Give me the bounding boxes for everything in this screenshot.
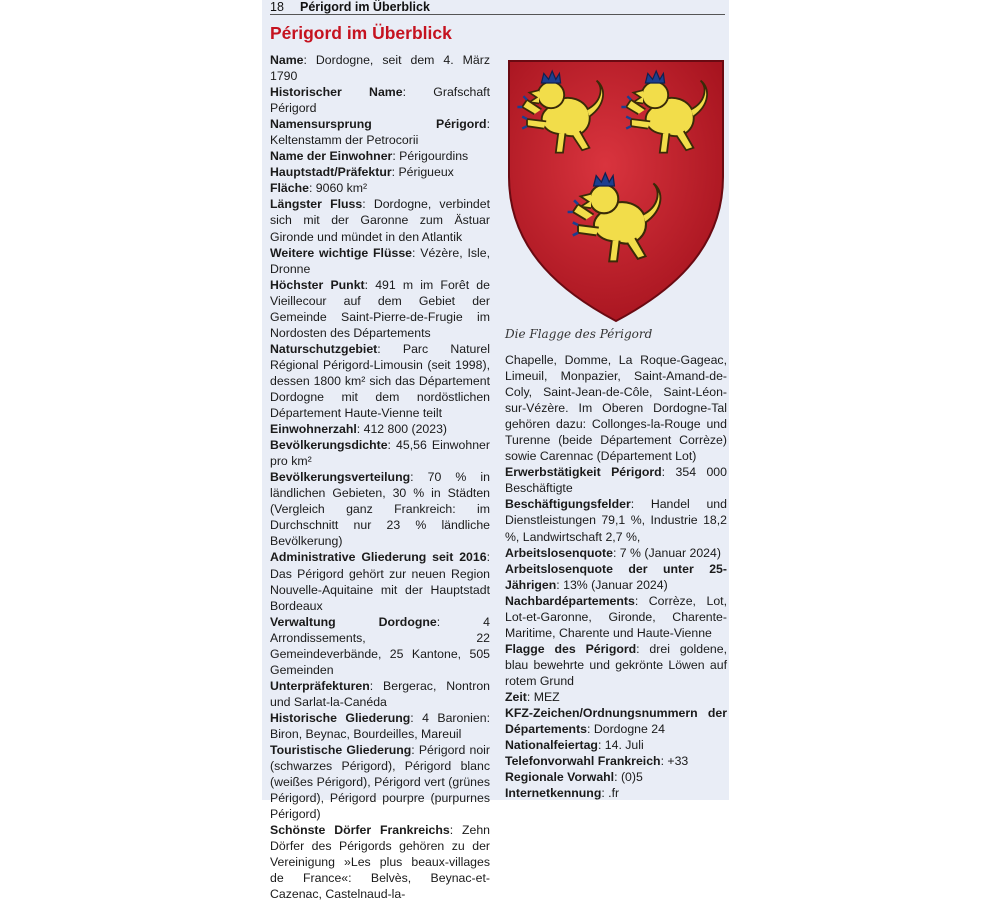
fact-label: Telefonvorwahl Frankreich [505, 754, 661, 769]
fact-value: : Handel und Dienstleistungen 79,1 %, Industrie 18,2 %, Landwirtschaft 2,7 %, [505, 497, 727, 544]
fact-label: Historische Gliederung [270, 710, 411, 725]
fact-entry [270, 822, 490, 902]
fact-entry [270, 710, 490, 742]
fact-value: : (0)5 [614, 770, 643, 785]
fact-label: Zeit [505, 689, 527, 704]
fact-label: Arbeitslosenquote [505, 545, 613, 560]
fact-entry [270, 116, 490, 148]
fact-entry [505, 561, 727, 593]
fact-value: : Dordogne, verbindet sich mit der Garonne zum Ästuar Gironde und mündet in den Atlantik [270, 197, 491, 244]
fact-value: : Dordogne 24 [587, 722, 665, 737]
right-column [505, 352, 727, 801]
fact-label: Nationalfeiertag [505, 738, 598, 753]
fact-value: : Vézère, Isle, Dronne [270, 245, 490, 276]
fact-label: Name [270, 53, 304, 67]
fact-value: : Périgord noir (schwarzes Périgord), Périgord blanc (weißes Périgord), Périgord vert (grünes Périgord), Périgord pourpre (purpurnes Périgord) [270, 743, 491, 822]
fact-entry [505, 464, 727, 496]
page-number: 18 [270, 0, 284, 14]
fact-value: : 9060 km² [308, 181, 368, 196]
fact-value: : 70 % in ländlichen Gebieten, 30 % in Städten (Vergleich ganz Frankreich: im Durchschnitt nur 23 % ländliche Bevölkerung) [270, 470, 490, 549]
running-title: Périgord im Überblick [300, 0, 430, 14]
fact-label: Bevölkerungsdichte [270, 438, 388, 453]
fact-value: : +33 [660, 754, 689, 769]
fact-label: Namensursprung Périgord [270, 117, 487, 132]
fact-value: : Corrèze, Lot, Lot-et-Garonne, Gironde, Charente-Maritime, Charente und Haute-Vienne [505, 593, 727, 640]
fact-label: Regionale Vorwahl [505, 770, 615, 785]
fact-value: : Bergerac, Nontron und Sarlat-la-Canéda [270, 678, 490, 709]
fact-entry [270, 341, 490, 421]
fact-value: : 14. Juli [597, 738, 644, 753]
fact-entry [270, 614, 490, 678]
fact-value: : drei goldene, blau bewehrte und gekrönte Löwen auf rotem Grund [505, 641, 727, 688]
fact-entry [505, 641, 727, 689]
fact-entry [270, 549, 490, 613]
fact-entry [270, 437, 490, 469]
fact-label: Touristische Gliederung [270, 743, 412, 758]
fact-value: : 7 % (Januar 2024) [612, 545, 721, 560]
fact-value: : Périgueux [391, 165, 454, 180]
fact-entry [270, 245, 490, 277]
fact-value: : Das Périgord gehört zur neuen Region Nouvelle-Aquitaine mit der Hauptstadt Bordeaux [270, 550, 490, 613]
fact-entry [270, 148, 490, 164]
fact-value: : 13% (Januar 2024) [556, 577, 668, 592]
fact-value: : Parc Naturel Régional Périgord-Limousin (seit 1998), dessen 1800 km² sich das Département Dordogne mit dem nordöstlichen Département Haute-Vienne teilt [270, 341, 490, 421]
continued-text: Chapelle, Domme, La Roque-Gageac, Limeuil, Monpazier, Saint-Amand-de-Coly, Saint-Jean-de-Côle, Saint-Léon-sur-Vézère. Im Oberen Dordogne-Tal gehören dazu: Collonges-la-Rouge und Turenne (beide Département Corrèze) sowie Carennac (Département Lot) [505, 353, 727, 464]
figure-caption: Die Flagge des Périgord [505, 327, 653, 341]
fact-value: : Keltenstamm der Petrocorii [270, 117, 490, 148]
book-page [262, 0, 729, 902]
fact-label: Arbeitslosenquote der unter 25-Jährigen [505, 561, 727, 592]
fact-value: : Périgourdins [392, 149, 469, 164]
fact-entry [505, 545, 727, 561]
left-column [270, 52, 490, 902]
fact-entry [270, 678, 490, 710]
fact-label: Erwerbstätigkeit Périgord [505, 465, 662, 480]
fact-label: Naturschutzgebiet [270, 341, 378, 356]
fact-entry [270, 84, 490, 116]
fact-label: Verwaltung Dordogne [270, 614, 437, 629]
fact-label: Beschäftigungsfelder [505, 497, 631, 512]
fact-label: Historischer Name [270, 85, 403, 100]
fact-value: : Zehn Dörfer des Périgords gehören zu der Vereinigung »Les plus beaux-villages de France«: Belvès, Beynac-et-Cazenac, Castelnaud-la- [270, 823, 490, 902]
perigord-flag-image [505, 57, 727, 325]
fact-label: Unterpräfekturen [270, 678, 370, 693]
fact-entry [270, 180, 490, 196]
fact-label: Fläche [270, 181, 309, 196]
fact-entry [505, 705, 727, 737]
fact-value: : 4 Baronien: Biron, Beynac, Bourdeilles, Mareuil [270, 710, 491, 741]
fact-value: : Grafschaft Périgord [270, 85, 491, 116]
fact-label: Name der Einwohner [270, 149, 393, 164]
fact-entry [505, 496, 727, 544]
fact-entry [505, 593, 727, 641]
right-column-entries [505, 464, 727, 801]
fact-label: Bevölkerungsverteilung [270, 470, 411, 485]
fact-label: Hauptstadt/Präfektur [270, 165, 392, 180]
fact-label: Einwohnerzahl [270, 422, 357, 437]
fact-entry [270, 52, 490, 84]
fact-label: Flagge des Périgord [505, 641, 637, 656]
fact-entry [505, 737, 727, 753]
fact-label: KFZ-Zeichen/Ordnungsnummern der Départements [505, 706, 727, 737]
fact-label: Administrative Gliederung seit 2016 [270, 550, 487, 565]
fact-label: Längster Fluss [270, 197, 363, 212]
fact-value: : .fr [601, 786, 620, 801]
fact-value: : Dordogne, seit dem 4. März 1790 [270, 53, 490, 84]
fact-value: : 354 000 Beschäftigte [505, 465, 727, 496]
fact-entry [505, 689, 727, 705]
fact-value: : 4 Arrondissements, 22 Gemeindeverbände, 25 Kantone, 505 Gemeinden [270, 614, 490, 677]
fact-entry [505, 753, 727, 769]
fact-entry [270, 469, 490, 549]
page-title: Périgord im Überblick [270, 23, 452, 43]
fact-value: : 491 m im Forêt de Vieillecour auf dem Gebiet der Gemeinde Saint-Pierre-de-Frugie im Nordosten des Départements [270, 277, 490, 340]
fact-value: : 412 800 (2023) [356, 422, 448, 437]
fact-value: : MEZ [526, 689, 560, 704]
fact-entry [505, 769, 727, 785]
fact-label: Nachbardépartements [505, 593, 635, 608]
running-header [270, 0, 725, 15]
fact-entry [270, 196, 490, 244]
fact-label: Höchster Punkt [270, 277, 365, 292]
fact-entry [270, 277, 490, 341]
fact-value: : 45,56 Einwohner pro km² [270, 438, 490, 469]
fact-entry [270, 742, 490, 822]
coat-of-arms-figure [505, 57, 727, 325]
fact-label: Internetkennung [505, 786, 602, 801]
fact-entry [505, 785, 727, 801]
fact-label: Weitere wichtige Flüsse [270, 245, 412, 260]
fact-entry [270, 164, 490, 180]
fact-entry [270, 421, 490, 437]
fact-label: Schönste Dörfer Frankreichs [270, 823, 450, 838]
